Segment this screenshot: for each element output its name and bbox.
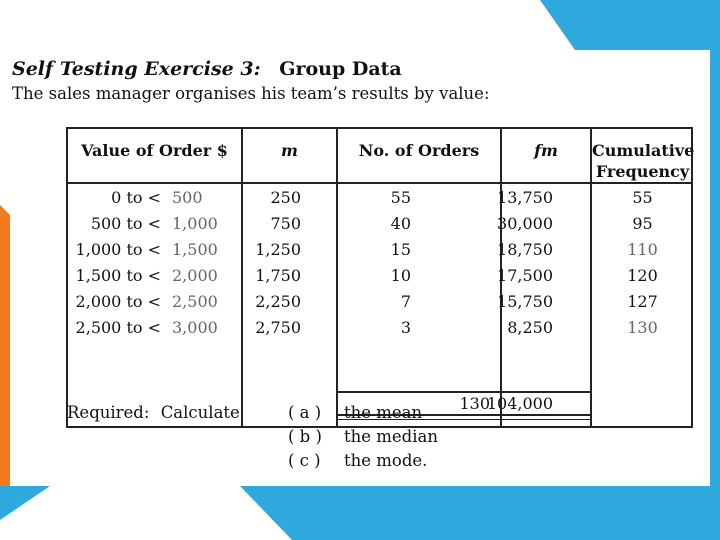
header-m: m: [281, 141, 298, 160]
fm-cell: 15,750: [497, 292, 553, 311]
slide-content: [10, 50, 710, 486]
part-c-text: the mode.: [344, 451, 428, 470]
header-cumulative: Cumulative: [592, 141, 695, 160]
header-fm: fm: [534, 141, 558, 160]
orders-cell: 7: [400, 292, 411, 311]
m-cell: 1,250: [255, 240, 301, 259]
bottom-blue-band: [240, 486, 720, 540]
cumulative-cell: 130: [627, 318, 658, 337]
value-to: 3,000: [172, 318, 218, 337]
topic-label: Group Data: [279, 58, 402, 80]
cumulative-cell: 55: [632, 188, 653, 207]
cumulative-cell: 95: [632, 214, 653, 233]
exercise-label: Self Testing Exercise 3:: [12, 58, 261, 80]
m-cell: 1,750: [255, 266, 301, 285]
fm-cell: 30,000: [497, 214, 553, 233]
orders-cell: 10: [390, 266, 411, 285]
required-line: [67, 403, 240, 422]
value-from: 2,500 to <: [75, 318, 161, 337]
value-from: 0 to <: [111, 188, 161, 207]
value-from: 500 to <: [90, 214, 161, 233]
grouped-data-table: [66, 127, 693, 428]
value-to: 1,000: [172, 214, 218, 233]
cumulative-cell: 110: [627, 240, 658, 259]
orders-cell: 55: [390, 188, 411, 207]
required-label: Required:: [67, 403, 150, 422]
total-fm: 104,000: [486, 394, 553, 413]
fm-cell: 13,750: [497, 188, 553, 207]
orders-cell: 40: [390, 214, 411, 233]
m-cell: 2,250: [255, 292, 301, 311]
required-verb: Calculate: [160, 403, 240, 422]
value-to: 2,500: [172, 292, 218, 311]
m-cell: 250: [270, 188, 301, 207]
bottom-left-blue-band: [0, 486, 50, 520]
fm-cell: 8,250: [507, 318, 553, 337]
part-a-text: the mean: [344, 403, 423, 422]
value-to: 500: [172, 188, 203, 207]
value-from: 2,000 to <: [75, 292, 161, 311]
m-cell: 750: [270, 214, 301, 233]
part-c-marker: ( c ): [288, 451, 321, 470]
value-to: 1,500: [172, 240, 218, 259]
fm-cell: 18,750: [497, 240, 553, 259]
orders-cell: 3: [400, 318, 411, 337]
top-right-blue-triangle: [540, 0, 720, 50]
intro-text: The sales manager organises his team’s results by value:: [12, 84, 490, 103]
header-value: Value of Order $: [81, 141, 228, 160]
left-orange-strip: [0, 205, 10, 486]
part-b-text: the median: [344, 427, 438, 446]
col-divider: [241, 129, 243, 426]
part-b-marker: ( b ): [288, 427, 322, 446]
orders-cell: 15: [390, 240, 411, 259]
header-frequency: Frequency: [595, 162, 690, 181]
cumulative-cell: 120: [627, 266, 658, 285]
value-from: 1,000 to <: [75, 240, 161, 259]
header-orders: No. of Orders: [358, 141, 480, 160]
value-from: 1,500 to <: [75, 266, 161, 285]
header-divider: [68, 182, 691, 184]
right-blue-bar: [710, 50, 720, 486]
value-to: 2,000: [172, 266, 218, 285]
page-title: [12, 58, 402, 80]
col-divider: [336, 129, 338, 426]
total-orders: 130: [459, 394, 490, 413]
total-top-line: [336, 391, 592, 393]
part-a-marker: ( a ): [288, 403, 322, 422]
fm-cell: 17,500: [497, 266, 553, 285]
m-cell: 2,750: [255, 318, 301, 337]
cumulative-cell: 127: [627, 292, 658, 311]
